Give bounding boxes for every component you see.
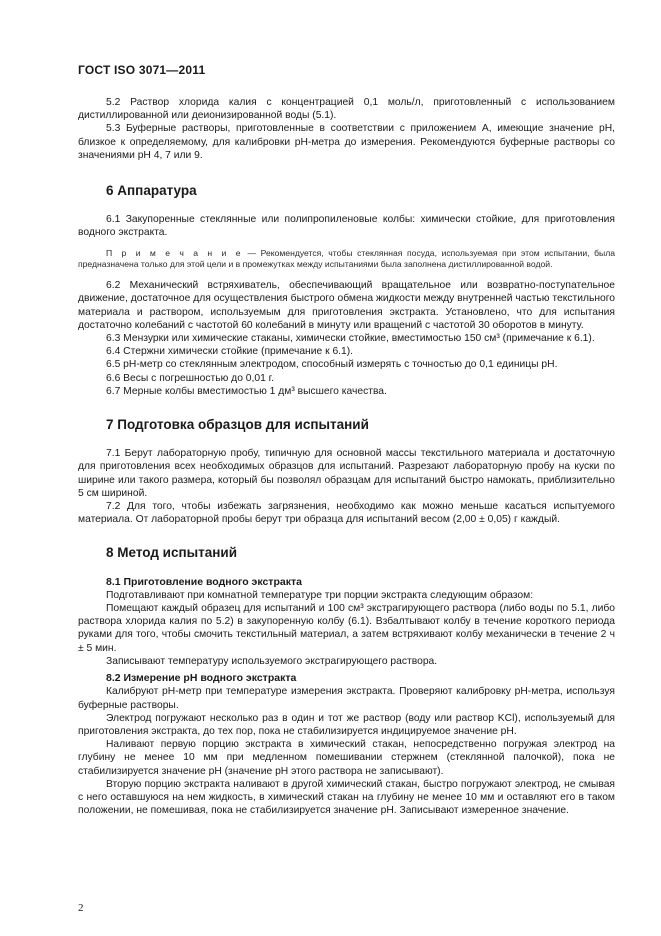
clause-8-2-second-portion: Вторую порцию экстракта наливают в другой химический стакан, быстро погружают электрод, не смывая с него оставшуюся на нем жидкость, в химический стакан на глубину не менее 10 мм и оставляют его в таком положении, не помешивая, пока не стабилизируется значение рН. Записывают измеренное значение. [78,778,615,817]
clause-6-7: 6.7 Мерные колбы вместимостью 1 дм³ высшего качества. [106,385,387,397]
clause-8-2-electrode: Электрод погружают несколько раз в один и тот же раствор (воду или раствор KCl), используемый для приготовления экстракта, до тех пор, пока не стабилизируется индицируемое значение рН. [78,712,615,737]
note-text: — Рекомендуется, чтобы стеклянная посуда, используемая при этом испытании, была предназначена только для этой цели и в промежутках между испытаниями была заполнена дистиллированной водой. [78,247,615,270]
clause-8-1-intro: Подготавливают при комнатной температуре три порции экстракта следующим образом: [106,589,534,601]
clause-7-2: 7.2 Для того, чтобы избежать загрязнения, необходимо как можно меньше касаться испытуемого материала. От лабораторной пробы берут три образца для испытаний весом (2,00 ± 0,05) г каждый. [78,501,615,526]
clause-8-2-first-portion: Наливают первую порцию экстракта в химический стакан, непосредственно погружая электрод на глубину не менее 10 мм при медленном помешивании стержнем (стеклянной палочкой), пока не стабилизируется значение рН (значение рН этого раствора не записывают). [78,739,615,777]
document-body [78,96,615,817]
section-8-heading: 8 Метод испытаний [106,545,238,561]
subsection-8-1-heading: 8.1 Приготовление водного экстракта [106,575,302,588]
clause-6-2: 6.2 Механический встряхиватель, обеспечивающий вращательное или возвратно-поступательное движение, достаточное для осуществления быстрого обмена жидкости между внутренней частью текстильного материала и раствором, используемым для приготовления экстракта. Установлено, что для испытания достаточно колебаний с частотой 60 колебаний в минуту или вращений с частотой 30 оборотов в минуту. [78,280,615,331]
clause-6-1: 6.1 Закупоренные стеклянные или полипропиленовые колбы: химически стойкие, для приготовления водного экстракта. [78,214,615,239]
note-6-1 [78,248,615,272]
section-7-heading: 7 Подготовка образцов для испытаний [106,417,369,433]
subsection-8-2-heading: 8.2 Измерение рН водного экстракта [106,672,297,685]
clause-7-1: 7.1 Берут лабораторную пробу, типичную для основной массы текстильного материала и достаточную для приготовления всех необходимых образцов для испытаний. Разрезают лабораторную пробу на куски по ширине или такого размера, который бы позволял образцам для испытаний быстро намокать, приблизительно 5 см шириной. [78,448,615,499]
clause-8-2-calibrate: Калибруют рН-метр при температуре измерения экстракта. Проверяют калибровку рН-метра, используя буферные растворы. [78,686,615,711]
clause-6-3: 6.3 Мензурки или химические стаканы, химически стойкие, вместимостью 150 см³ (примечание к 6.1). [106,333,595,345]
clause-8-1-procedure: Помещают каждый образец для испытаний и 100 см³ экстрагирующего раствора (либо воды по 5.1, либо раствора хлорида калия по 5.2) в закупоренную колбу (6.1). Взбалтывают колбу в течение короткого периода руками для того, чтобы смочить текстильный материал, а затем встряхивают колбу механически в течение 2 ч ± 5 мин. [78,603,615,654]
note-label: П р и м е ч а н и е [106,247,243,258]
document-header: ГОСТ ISO 3071—2011 [78,63,206,77]
clause-5-2: 5.2 Раствор хлорида калия с концентрацией 0,1 моль/л, приготовленный с использованием дистиллированной или деионизированной воды (5.1). [78,97,615,122]
section-6-heading: 6 Аппаратура [106,183,197,199]
clause-6-4: 6.4 Стержни химически стойкие (примечание к 6.1). [106,346,354,358]
page-number: 2 [78,902,84,914]
clause-6-6: 6.6 Весы с погрешностью до 0,01 г. [106,372,275,384]
clause-5-3: 5.3 Буферные растворы, приготовленные в соответствии с приложением А, имеющие значение рН, близкое к определяемому, для калибровки рН-метра до измерения. Рекомендуются буферные растворы со значениями рН 4, 7 или 9. [78,123,615,161]
clause-6-5: 6.5 рН-метр со стеклянным электродом, способный измерять с точностью до 0,1 единицы рН. [106,359,558,371]
clause-8-1-record: Записывают температуру используемого экстрагирующего раствора. [106,655,438,667]
